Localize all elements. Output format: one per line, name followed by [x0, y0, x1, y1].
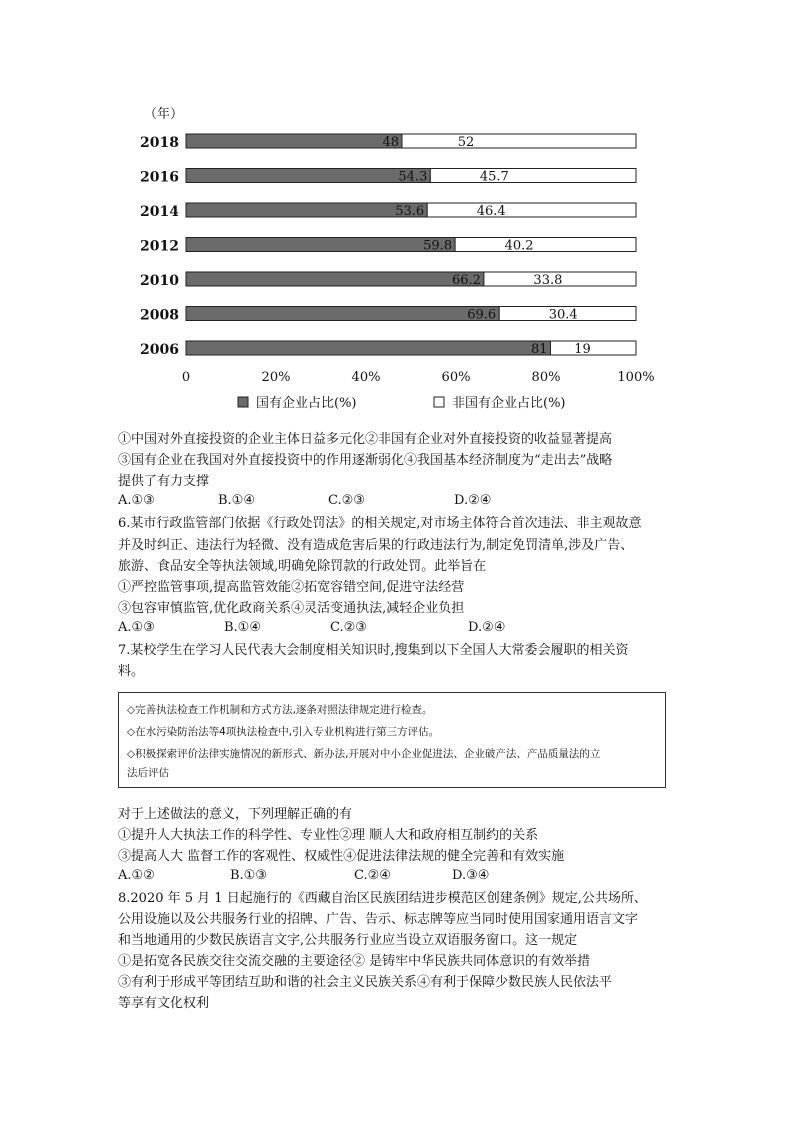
- q5-option-c[interactable]: C.②③: [328, 493, 365, 508]
- legend-swatch-state-owned: [238, 397, 248, 407]
- x-tick-label: 20%: [261, 370, 291, 385]
- q5-statement-2: ③国有企业在我国对外直接投资中的作用逐渐弱化④我国基本经济制度为“走出去”战略: [118, 453, 613, 468]
- q5-statement-1: ①中国对外直接投资的企业主体日益多元化②非国有企业对外直接投资的收益显著提高: [118, 432, 613, 447]
- non-state-owned-bar: [402, 134, 636, 148]
- legend-swatch-non-state-owned: [434, 397, 444, 407]
- year-label: 2016: [140, 169, 179, 186]
- q7-option-d[interactable]: D.③④: [452, 868, 490, 883]
- q7-material-box: [118, 692, 666, 788]
- non-state-owned-bar: [551, 341, 637, 355]
- non-state-owned-value-label: 52: [457, 135, 475, 150]
- state-owned-value-label: 54.3: [398, 169, 428, 185]
- state-owned-bar: [186, 169, 430, 183]
- x-tick-label: 80%: [531, 370, 561, 385]
- year-label: 2018: [140, 135, 179, 151]
- state-owned-value-label: 59.8: [423, 238, 453, 254]
- q7-option-b[interactable]: B.①③: [230, 868, 267, 883]
- q5-options: [118, 493, 678, 513]
- q6-option-c[interactable]: C.②③: [330, 620, 367, 635]
- state-owned-value-label: 53.6: [395, 204, 425, 219]
- legend-label-state-owned: 国有企业占比(%): [256, 396, 357, 411]
- year-label: 2010: [140, 273, 179, 289]
- q8-stem-line-1: 8.2020 年 5 月 1 日起施行的《西藏自治区民族团结进步模范区创建条例》规定,公共场所、: [118, 891, 647, 906]
- q7-option-c[interactable]: C.②④: [354, 868, 391, 883]
- q7-stem-line-1: 7.某校学生在学习人民代表大会制度相关知识时,搜集到以下全国人大常委会履职的相关资: [118, 643, 629, 658]
- q7-material-item-1: ◇完善执法检查工作机制和方式方法,逐条对照法律规定进行检查。: [127, 704, 433, 716]
- q7-material-item-3-cont: 法后评估: [127, 767, 169, 779]
- year-label: 2008: [140, 307, 179, 324]
- q7-options: [118, 868, 678, 888]
- non-state-owned-value-label: 40.2: [504, 238, 534, 254]
- q6-option-d[interactable]: D.②④: [468, 620, 506, 635]
- q6-option-b[interactable]: B.①④: [224, 620, 261, 635]
- non-state-owned-value-label: 19: [574, 342, 591, 357]
- q8-statement-1: ①是拓宽各民族交往交流交融的主要途径② 是铸牢中华民族共同体意识的有效举措: [118, 954, 591, 969]
- year-label: 2006: [140, 342, 179, 358]
- q7-option-a[interactable]: A.①②: [118, 868, 155, 883]
- q5-option-b[interactable]: B.①④: [218, 493, 255, 508]
- q6-stem-line-1: 6.某市行政监管部门依据《行政处罚法》的相关规定,对市场主体符合首次违法、非主观故意: [118, 516, 642, 531]
- stacked-bar-chart: [110, 98, 670, 428]
- non-state-owned-value-label: 46.4: [476, 204, 506, 219]
- q8-statement-2: ③有利于形成平等团结互助和谐的社会主义民族关系④有利于保障少数民族人民依法平: [118, 975, 613, 990]
- x-tick-label: 60%: [441, 370, 471, 385]
- legend-label-non-state-owned: 非国有企业占比(%): [452, 396, 566, 411]
- q7-stem-line-2: 料。: [118, 664, 145, 679]
- q7-prompt: 对于上述做法的意义，下列理解正确的有: [118, 807, 353, 822]
- state-owned-bar: [186, 238, 455, 252]
- year-label: 2012: [140, 238, 179, 255]
- state-owned-value-label: 69.6: [467, 307, 497, 323]
- state-owned-bar: [186, 307, 499, 321]
- q7-statement-2: ③提高人大 监督工作的客观性、权威性④促进法律法规的健全完善和有效实施: [118, 849, 565, 864]
- non-state-owned-value-label: 45.7: [479, 169, 509, 185]
- year-label: 2014: [140, 204, 179, 220]
- q6-options: [118, 620, 678, 640]
- state-owned-bar: [186, 203, 427, 217]
- x-tick-label: 0: [181, 370, 191, 385]
- q7-material-item-3: ◇积极探索评价法律实施情况的新形式、新办法,开展对中小企业促进法、企业破产法、产品质量法的立: [127, 748, 601, 760]
- q8-stem-line-3: 和当地通用的少数民族语言文字,公共服务行业应当设立双语服务窗口。这一规定: [118, 933, 578, 948]
- q5-option-d[interactable]: D.②④: [454, 493, 492, 508]
- x-tick-label: 40%: [351, 370, 381, 385]
- non-state-owned-value-label: 33.8: [533, 273, 563, 288]
- non-state-owned-bar: [455, 238, 636, 252]
- state-owned-bar: [186, 134, 402, 148]
- state-owned-value-label: 81: [530, 342, 548, 357]
- q8-statement-3: 等享有文化权利: [118, 996, 210, 1011]
- q5-statement-3: 提供了有力支撑: [118, 474, 210, 489]
- y-unit-label: （年）: [144, 107, 184, 122]
- non-state-owned-bar: [427, 203, 636, 217]
- q7-statement-1: ①提升人大执法工作的科学性、专业性②理 顺人大和政府相互制约的关系: [118, 828, 539, 843]
- state-owned-value-label: 48: [382, 135, 399, 150]
- non-state-owned-bar: [430, 169, 636, 183]
- q5-option-a[interactable]: A.①③: [118, 493, 155, 508]
- q8-stem-line-2: 公用设施以及公共服务行业的招牌、广告、告示、标志牌等应当同时使用国家通用语言文字: [118, 912, 639, 927]
- state-owned-bar: [186, 272, 484, 286]
- q6-stem-line-3: 旅游、食品安全等执法领域,明确免除罚款的行政处罚。此举旨在: [118, 559, 487, 574]
- q7-material-item-2: ◇在水污染防治法等4项执法检查中,引入专业机构进行第三方评估。: [127, 726, 440, 738]
- q6-statement-2: ③包容审慎监管,优化政商关系④灵活变通执法,减轻企业负担: [118, 601, 465, 616]
- state-owned-bar: [186, 341, 551, 355]
- q6-stem-line-2: 并及时纠正、违法行为轻微、没有造成危害后果的行政违法行为,制定免罚清单,涉及广告、: [118, 538, 634, 553]
- non-state-owned-value-label: 30.4: [548, 307, 578, 323]
- x-tick-label: 100%: [617, 370, 655, 385]
- q6-option-a[interactable]: A.①③: [118, 620, 155, 635]
- state-owned-value-label: 66.2: [451, 273, 481, 288]
- q6-statement-1: ①严控监管事项,提高监管效能②拓宽容错空间,促进守法经营: [118, 580, 465, 595]
